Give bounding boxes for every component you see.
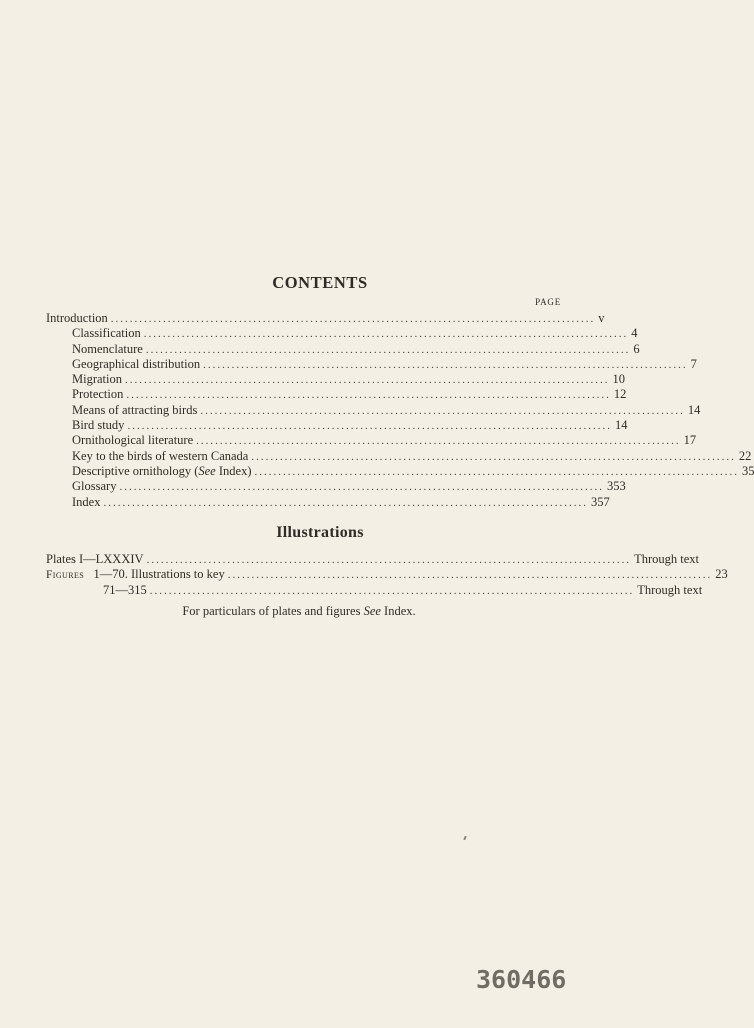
toc-entry-title: Bird study: [72, 418, 125, 433]
plates-entry[interactable]: [46, 552, 699, 567]
leader-dots: ......................................................................................................: [126, 389, 611, 402]
page-column-label: PAGE: [535, 297, 561, 307]
toc-entry-title: Glossary: [72, 479, 117, 494]
toc-entry-page: 14: [687, 402, 701, 417]
leader-dots: ......................................................................................................: [103, 496, 588, 509]
toc-entry[interactable]: [46, 356, 697, 372]
leader-dots: ......................................................................................................: [146, 554, 632, 566]
particulars-note: [0, 604, 598, 619]
leader-dots: ......................................................................................................: [149, 584, 635, 597]
illustrations-heading: Illustrations: [276, 524, 364, 541]
toc-entry-page: 14: [614, 418, 628, 433]
toc-entry-title: Geographical distribution: [72, 356, 201, 371]
note-text: For particulars of plates and figures: [182, 604, 361, 618]
toc-entry-title-after: Index): [218, 463, 252, 478]
leader-dots: ......................................................................................................: [127, 420, 612, 433]
toc-entry[interactable]: [46, 418, 628, 433]
figures-title: [46, 567, 225, 583]
toc-entry-page: 6: [633, 341, 640, 356]
toc-entry-page: 7: [690, 356, 697, 371]
toc-entry-page: v: [598, 311, 605, 325]
leader-dots: ......................................................................................................: [200, 404, 685, 417]
figures-label: Figures: [46, 569, 85, 582]
plates-page: Through text: [634, 552, 699, 566]
toc-entry-page: 17: [683, 433, 697, 448]
leader-dots: ......................................................................................................: [196, 435, 681, 448]
toc-entry-title: Protection: [72, 387, 124, 402]
toc-entry[interactable]: [46, 463, 754, 479]
toc-entry[interactable]: [46, 494, 610, 510]
toc-entry[interactable]: [46, 448, 752, 464]
toc-entry-title: Migration: [72, 372, 122, 387]
toc-entry-page: 35: [741, 463, 754, 478]
toc-entry[interactable]: [46, 387, 627, 402]
leader-dots: ......................................................................................................: [110, 313, 596, 325]
toc-entry-title: Introduction: [46, 311, 108, 325]
leader-dots: ......................................................................................................: [119, 481, 604, 494]
illustrations-list: [46, 552, 728, 598]
toc-entry[interactable]: [46, 326, 638, 341]
toc-entry[interactable]: [46, 341, 640, 357]
toc-entry[interactable]: [46, 372, 625, 387]
toc-entry-title: Descriptive ornithology (See Index): [72, 463, 252, 478]
toc-entry-title: Ornithological literature: [72, 433, 194, 448]
leader-dots: ......................................................................................................: [227, 569, 713, 582]
accession-stamp: 360466: [476, 965, 567, 994]
leader-dots: ......................................................................................................: [143, 328, 629, 341]
toc-entry-title: Key to the birds of western Canada: [72, 448, 249, 463]
toc-entry-title: Classification: [72, 326, 141, 341]
toc-entry[interactable]: [46, 433, 697, 448]
figures-1-page: 23: [715, 567, 728, 582]
figures-range-2: 71—315: [103, 582, 147, 597]
toc-entry-title: Means of attracting birds: [72, 402, 198, 417]
leader-dots: ......................................................................................................: [203, 358, 688, 371]
toc-entry-page: 10: [612, 372, 625, 387]
toc-entry-title-italic: See: [198, 463, 216, 478]
paper-speck: [463, 836, 467, 840]
contents-heading: CONTENTS: [272, 273, 368, 292]
toc-entry[interactable]: [46, 311, 605, 326]
toc-entry-title: Nomenclature: [72, 341, 143, 356]
figures-2-page: Through text: [637, 582, 703, 597]
note-italic: See: [363, 604, 381, 618]
toc-entry-title: Index: [72, 494, 101, 509]
leader-dots: ......................................................................................................: [254, 465, 739, 478]
toc-entry[interactable]: [46, 479, 626, 494]
figures-range-1: 1—70. Illustrations to key: [93, 567, 225, 582]
toc-entry-page: 4: [631, 326, 638, 341]
toc-entry-page: 22: [738, 448, 752, 463]
leader-dots: ......................................................................................................: [145, 343, 631, 356]
plates-title: Plates I—LXXXIV: [46, 552, 144, 566]
leader-dots: ......................................................................................................: [251, 450, 736, 463]
toc-entry-title-main: Descriptive ornithology: [72, 463, 192, 478]
figures-entry[interactable]: [46, 582, 703, 598]
toc-entry-page: 353: [606, 479, 626, 494]
figures-entry[interactable]: [46, 567, 728, 582]
note-text-after: Index.: [384, 604, 416, 618]
toc-entry-page: 357: [590, 494, 610, 509]
table-of-contents: [46, 311, 754, 510]
toc-entry-page: 12: [613, 387, 627, 402]
leader-dots: ......................................................................................................: [125, 374, 610, 387]
toc-entry[interactable]: [46, 402, 701, 418]
